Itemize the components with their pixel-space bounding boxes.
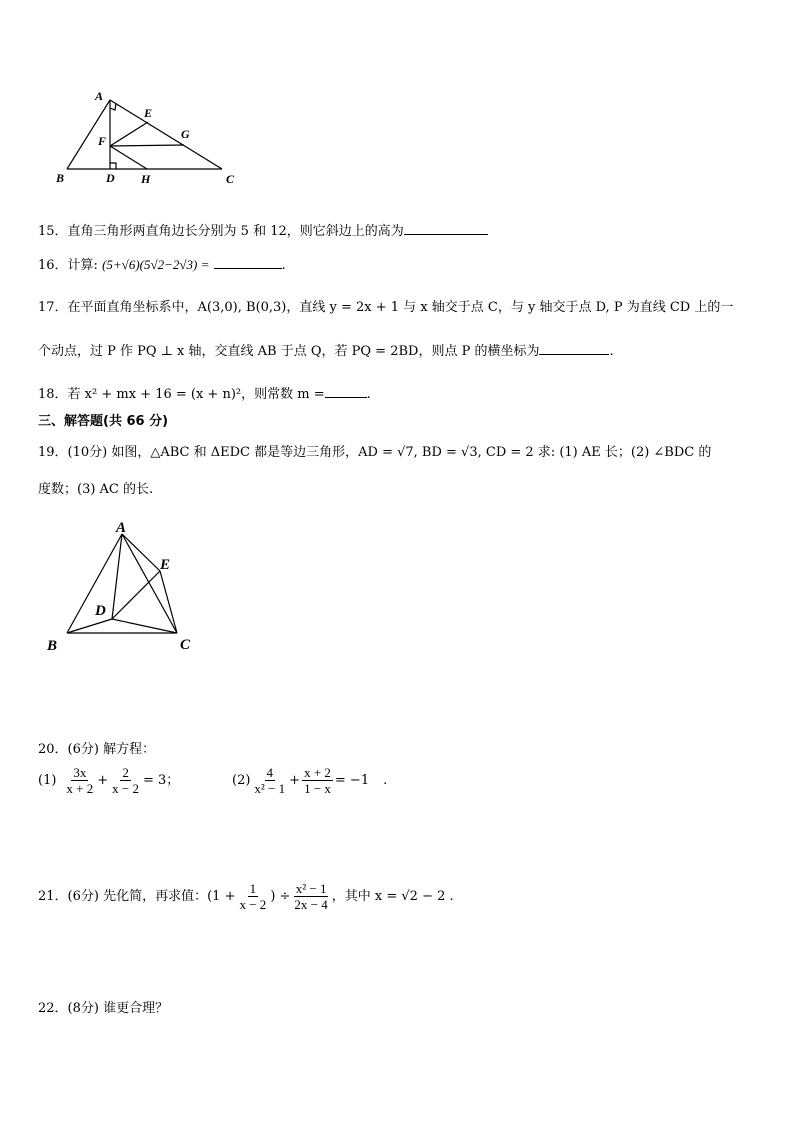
segment-ac	[110, 100, 222, 169]
segment-ae	[122, 534, 160, 571]
segment-ad	[112, 534, 122, 619]
label-b: B	[47, 638, 58, 654]
segment-ec	[160, 571, 177, 633]
question-19-line-1: 19．(10分) 如图，△ABC 和 ΔEDC 都是等边三角形，AD = √7, BD = √3, CD = 2 求: (1) AE 长；(2) ∠BDC 的	[38, 445, 712, 460]
label-d: D	[95, 603, 106, 619]
question-16: 16．计算: (5+√6)(5√2−2√3) = .	[38, 257, 286, 273]
fraction: $\frac{4}{\text{x² − 1}}$	[254, 765, 286, 796]
question-16-expression: (5+√6)(5√2−2√3) =	[102, 257, 210, 272]
label-f: F	[98, 134, 107, 148]
question-17-line-1: 17．在平面直角坐标系中，A(3,0), B(0,3)，直线 y = 2x + 1 与 x 轴交于点 C，与 y 轴交于点 D, P 为直线 CD 上的一	[38, 300, 734, 315]
question-15	[38, 221, 488, 241]
fraction: $\frac{2}{x - 2}$	[112, 765, 140, 796]
question-20-title: 20．(6分) 解方程：	[38, 742, 156, 757]
segment-dc	[112, 619, 177, 633]
question-20-part-2: (2) $\frac{4}{\text{x² − 1}}$ + $\frac{x + 2}{1 - x}$ = −1 .	[232, 765, 388, 796]
right-angle-mark-d	[110, 163, 116, 169]
label-b: B	[56, 171, 65, 185]
answer-blank-17[interactable]	[539, 341, 609, 355]
question-19-line-2: 度数；(3) AC 的长.	[38, 482, 154, 497]
geometry-figure-2	[40, 518, 210, 658]
segment-ac	[122, 534, 177, 633]
answer-blank-16[interactable]	[214, 255, 282, 269]
question-15-text: 15．直角三角形两直角边长分别为 5 和 12，则它斜边上的高为	[38, 224, 404, 239]
question-17-line-2: 个动点，过 P 作 PQ ⊥ x 轴，交直线 AB 于点 Q，若 PQ = 2BD，则点 P 的横坐标为 .	[38, 341, 614, 361]
fraction: $\frac{x + 2}{1 - x}$	[304, 765, 331, 796]
fraction: $\frac{3x}{x + 2}$	[66, 765, 94, 796]
section-title-3: 三、解答题(共 66 分)	[38, 414, 169, 429]
label-c: C	[226, 172, 235, 186]
label-a: A	[116, 520, 127, 536]
segment-fg	[110, 145, 184, 146]
answer-blank-15[interactable]	[404, 221, 488, 235]
fraction: $\frac{1}{x - 2}$	[239, 881, 267, 912]
label-e: E	[160, 557, 171, 573]
segment-de	[112, 571, 160, 619]
question-16-prefix: 16．计算:	[38, 258, 98, 273]
right-angle-mark-a	[110, 103, 116, 110]
question-20-part-1: (1) $\frac{3x}{x + 2}$ + $\frac{2}{x - 2}$ = 3；	[38, 765, 180, 796]
geometry-figure-1	[50, 86, 250, 190]
label-a: A	[95, 89, 104, 103]
question-18: 18．若 x² + mx + 16 = (x + n)²，则常数 m = .	[38, 384, 371, 404]
segment-fe	[110, 122, 148, 146]
fraction: $\frac{\text{x² − 1}}{2x - 4}$	[294, 881, 328, 912]
question-22: 22．(8分) 谁更合理？	[38, 1001, 169, 1016]
label-h: H	[141, 172, 151, 186]
answer-blank-18[interactable]	[325, 384, 367, 398]
label-c: C	[180, 637, 191, 653]
label-e: E	[144, 106, 153, 120]
label-g: G	[181, 127, 190, 141]
question-21: 21．(6分) 先化简，再求值：(1 + $\frac{1}{x - 2}$ ) ÷ $\frac{\text{x² − 1}}{2x - 4}$ ，其中 x = √2 − 2 .	[38, 881, 454, 912]
label-d: D	[106, 171, 115, 185]
